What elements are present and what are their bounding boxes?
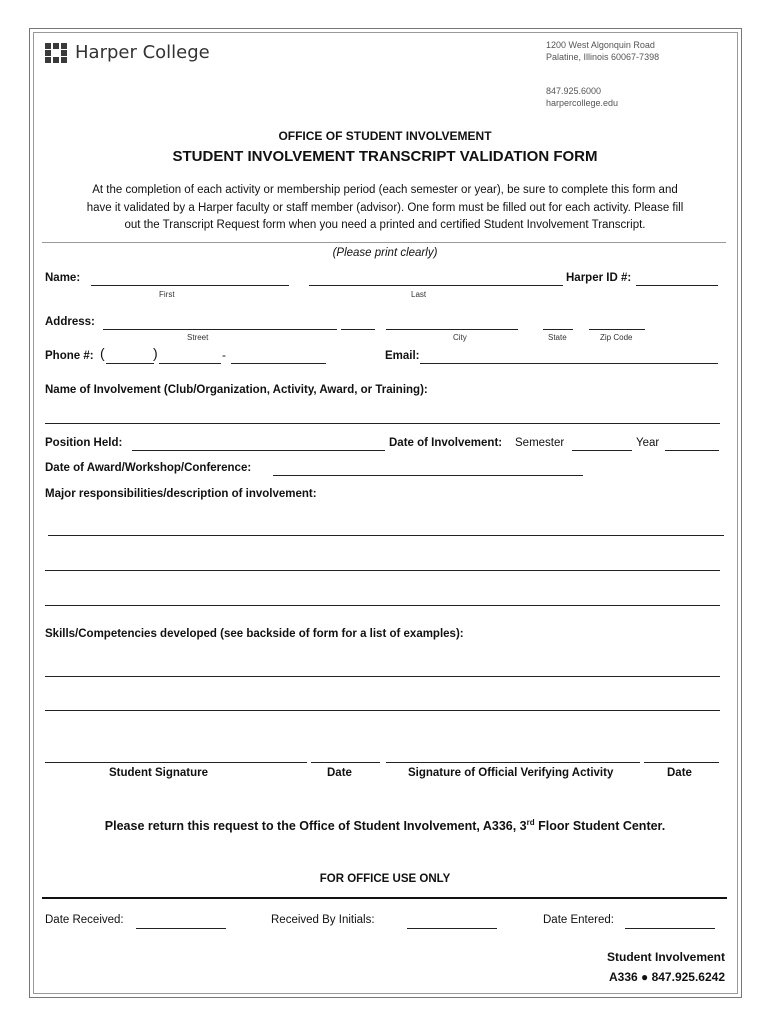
student-signature-caption: Student Signature — [109, 767, 209, 779]
city-field[interactable] — [386, 329, 518, 330]
footer-contact: A336 ● 847.925.6242 — [608, 970, 725, 984]
print-note: (Please print clearly) — [332, 247, 438, 259]
office-title: OFFICE OF STUDENT INVOLVEMENT — [278, 129, 492, 143]
street-field[interactable] — [103, 329, 337, 330]
form-title: STUDENT INVOLVEMENT TRANSCRIPT VALIDATION FORM — [172, 148, 598, 165]
official-signature-caption: Signature of Official Verifying Activity — [408, 767, 614, 779]
received-by-field[interactable] — [407, 928, 497, 929]
award-date-field[interactable] — [273, 475, 583, 476]
semester-label: Semester — [515, 437, 565, 449]
official-date-field[interactable] — [644, 762, 719, 763]
state-field[interactable] — [543, 329, 573, 330]
award-date-label: Date of Award/Workshop/Conference: — [45, 462, 252, 474]
harper-id-label: Harper ID #: — [566, 272, 632, 284]
college-address-line2: Palatine, Illinois 60067-7398 — [546, 52, 660, 62]
official-signature-field[interactable] — [386, 762, 640, 763]
harper-logo-icon — [45, 43, 67, 63]
street-apt-field[interactable] — [341, 329, 375, 330]
date-received-field[interactable] — [136, 928, 226, 929]
responsibilities-line-2[interactable] — [45, 570, 720, 571]
first-name-caption: First — [159, 290, 175, 299]
college-phone: 847.925.6000 — [546, 86, 602, 96]
email-field[interactable] — [420, 363, 718, 364]
email-label: Email: — [385, 350, 420, 362]
date-entered-label: Date Entered: — [543, 914, 614, 926]
year-field[interactable] — [665, 450, 719, 451]
intro-divider — [42, 242, 726, 243]
year-label: Year — [636, 437, 660, 449]
return-note-text: Please return this request to the Office of Student Involvement, A336, 3 — [104, 819, 527, 834]
college-name: Harper College — [75, 42, 210, 63]
responsibilities-line-3[interactable] — [45, 605, 720, 606]
phone-prefix-field[interactable] — [159, 363, 221, 364]
last-name-caption: Last — [411, 290, 427, 299]
skills-line-1[interactable] — [45, 676, 720, 677]
city-caption: City — [453, 333, 467, 342]
name-label: Name: — [45, 272, 81, 284]
phone-area-code-field[interactable] — [106, 363, 154, 364]
skills-label: Skills/Competencies developed (see backside of form for a list of examples): — [45, 628, 464, 640]
return-note — [0, 818, 770, 833]
responsibilities-line-1[interactable] — [48, 535, 724, 536]
intro-line-1: At the completion of each activity or membership period (each semester or year), be sure to complete this form and — [92, 184, 678, 196]
student-date-caption: Date — [327, 767, 352, 779]
zip-caption: Zip Code — [600, 333, 633, 342]
phone-dash: - — [222, 348, 226, 362]
college-website[interactable]: harpercollege.edu — [546, 98, 619, 108]
return-note-sup: rd — [526, 818, 535, 827]
phone-line-field[interactable] — [231, 363, 326, 364]
official-date-caption: Date — [667, 767, 692, 779]
address-label: Address: — [45, 316, 95, 328]
footer-dept: Student Involvement — [606, 950, 725, 964]
intro-line-2: have it validated by a Harper faculty or staff member (advisor). One form must be filled out for each activity. Please fill — [86, 202, 684, 214]
involvement-field[interactable] — [45, 423, 720, 424]
harper-id-field[interactable] — [636, 285, 718, 286]
date-involvement-label: Date of Involvement: — [389, 437, 503, 449]
student-date-field[interactable] — [311, 762, 380, 763]
position-field[interactable] — [132, 450, 385, 451]
semester-field[interactable] — [572, 450, 632, 451]
last-name-field[interactable] — [309, 285, 563, 286]
college-address-line1: 1200 West Algonquin Road — [546, 40, 655, 50]
return-note-text-end: Floor Student Center. — [534, 819, 666, 834]
phone-paren-open: ( — [100, 345, 105, 361]
zip-field[interactable] — [589, 329, 645, 330]
office-use-divider — [42, 897, 727, 899]
date-entered-field[interactable] — [625, 928, 715, 929]
position-label: Position Held: — [45, 437, 123, 449]
state-caption: State — [548, 333, 567, 342]
phone-label: Phone #: — [45, 350, 94, 362]
office-use-title: FOR OFFICE USE ONLY — [319, 873, 451, 885]
page-border-inner — [33, 32, 738, 994]
date-received-label: Date Received: — [45, 914, 124, 926]
student-signature-field[interactable] — [45, 762, 307, 763]
involvement-label: Name of Involvement (Club/Organization, Activity, Award, or Training): — [45, 384, 428, 396]
responsibilities-label: Major responsibilities/description of involvement: — [45, 488, 317, 500]
skills-line-2[interactable] — [45, 710, 720, 711]
intro-line-3: out the Transcript Request form when you need a printed and certified Student Involvement Transcript. — [124, 219, 646, 231]
received-by-label: Received By Initials: — [271, 914, 375, 926]
phone-paren-close: ) — [153, 345, 158, 361]
first-name-field[interactable] — [91, 285, 289, 286]
street-caption: Street — [187, 333, 209, 342]
